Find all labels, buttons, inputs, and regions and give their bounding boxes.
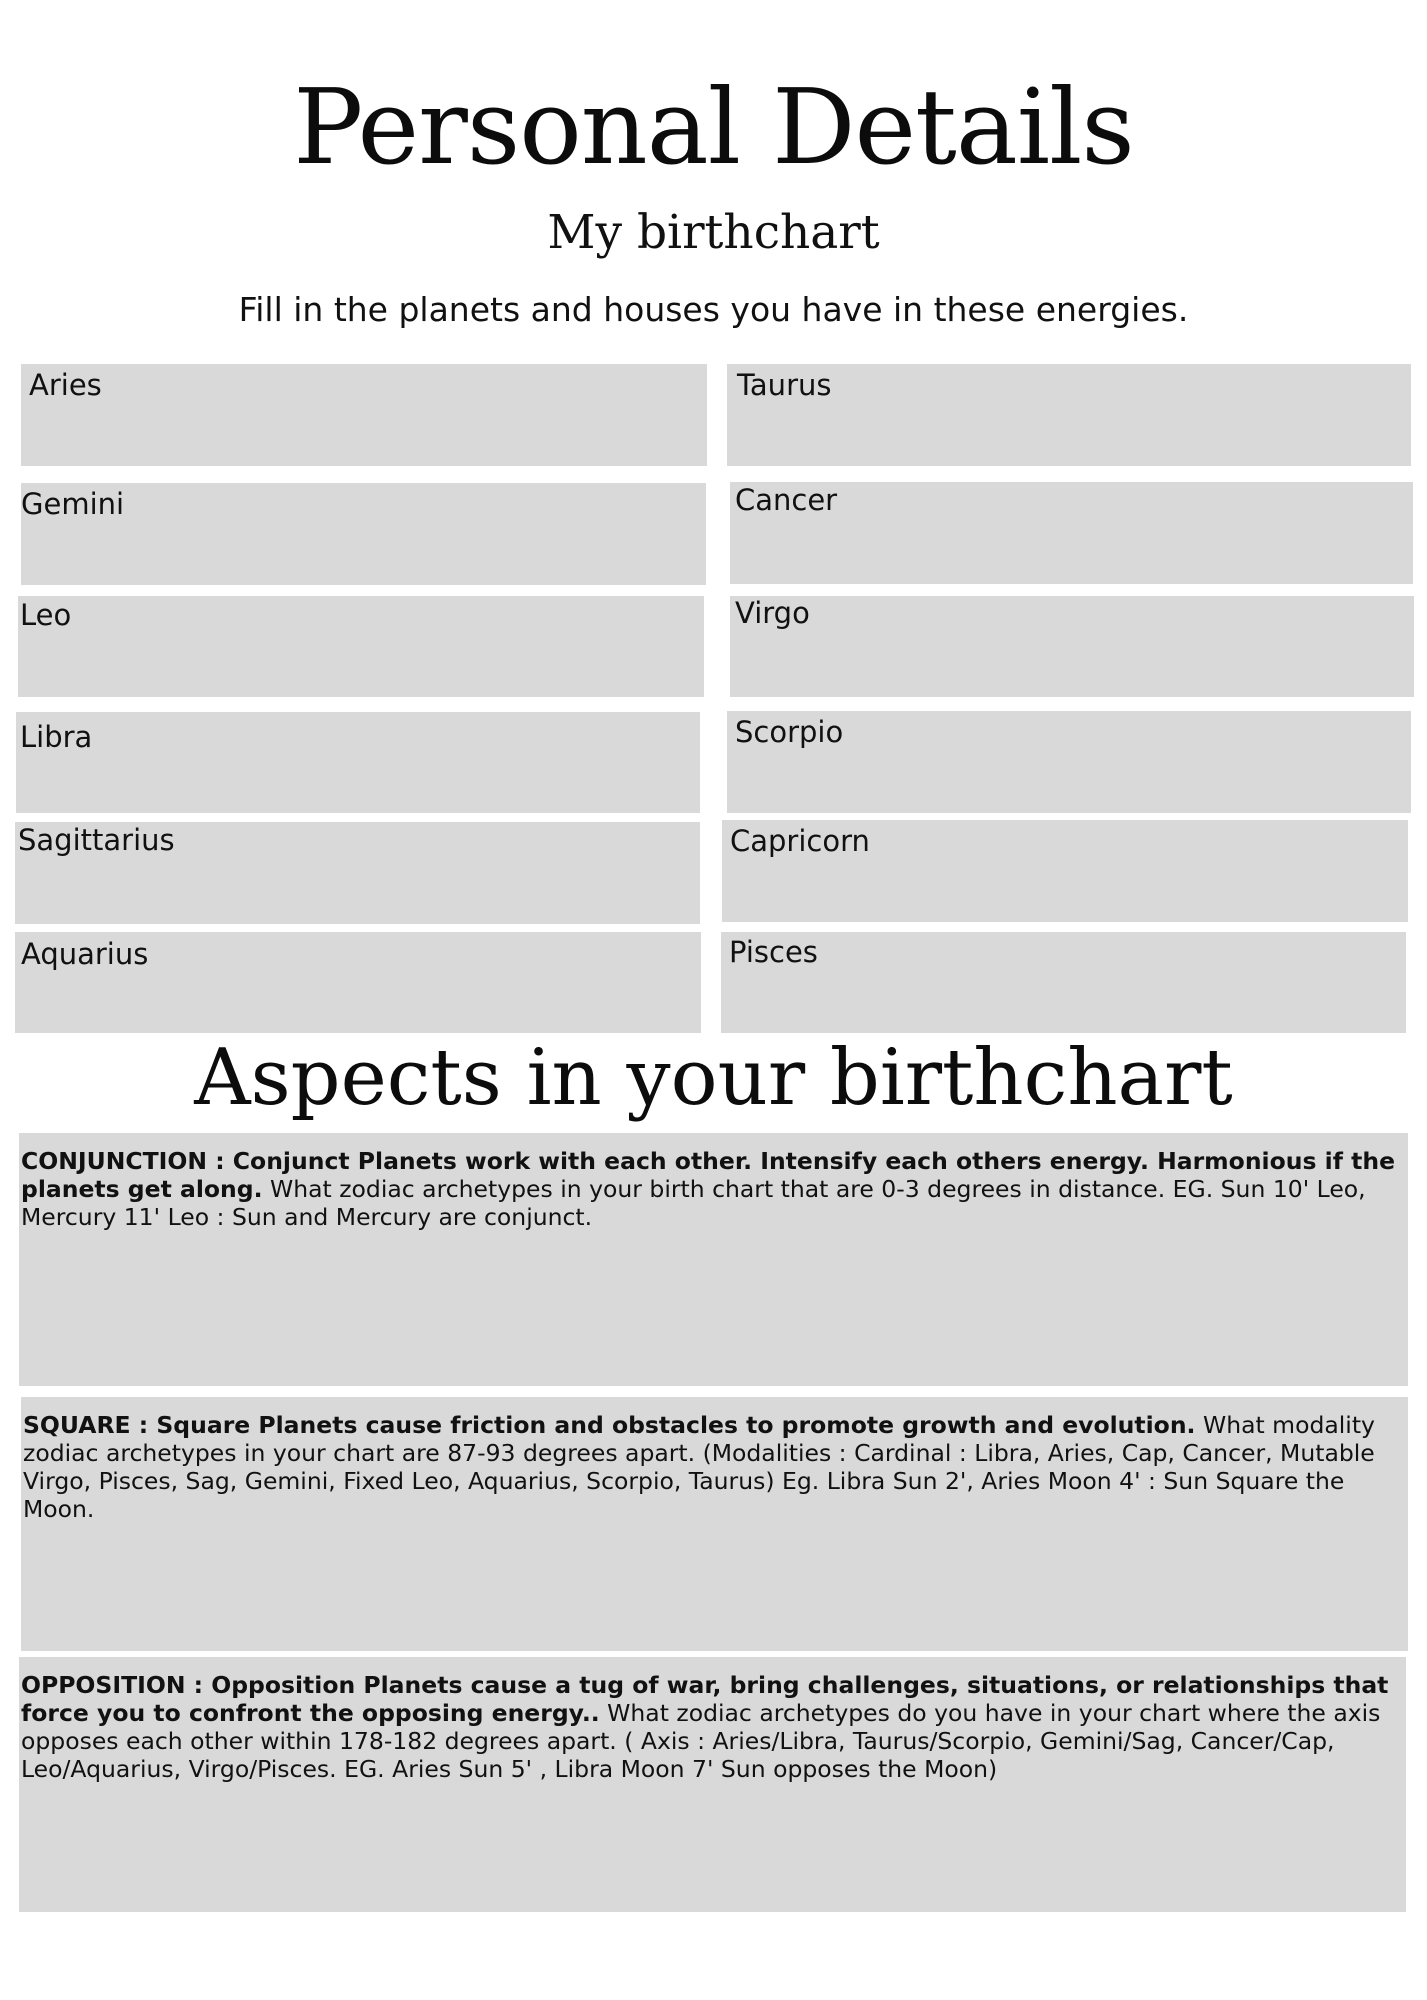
aquarius-label: Aquarius (21, 937, 149, 971)
pisces-field[interactable] (721, 932, 1406, 1033)
instructions-text: Fill in the planets and houses you have in these energies. (238, 290, 1189, 329)
page-title: Personal Details (293, 66, 1134, 188)
taurus-label: Taurus (737, 368, 832, 402)
leo-label: Leo (20, 598, 72, 632)
gemini-label: Gemini (21, 487, 125, 521)
scorpio-label: Scorpio (735, 715, 844, 749)
square-body: What modality zodiac archetypes in your chart are 87-93 degrees apart. (Modalities : Cardinal : Libra, Aries, Cap, Cancer, Mutable Virgo, Pisces, Sag, Gemini, Fixed Leo, Aquarius, Scorpio, Taurus) Eg. Libra Sun 2', Aries Moon 4' : Sun Square the Moon. (23, 1411, 1375, 1523)
square-field[interactable] (21, 1397, 1408, 1651)
conjunction-field[interactable] (19, 1133, 1408, 1386)
opposition-body: What zodiac archetypes do you have in your chart where the axis opposes each other within 178-182 degrees apart. ( Axis : Aries/Libra, Taurus/Scorpio, Gemini/Sag, Cancer/Cap, Leo/Aquarius, Virgo/Pisces. EG. Aries Sun 5' , Libra Moon 7' Sun opposes the Moon) (21, 1699, 1381, 1783)
opposition-heading: OPPOSITION : Opposition Planets cause a tug of war, bring challenges, situations, or relationships that force you to confront the opposing energy.. (21, 1671, 1389, 1727)
libra-label: Libra (20, 720, 93, 754)
virgo-field[interactable] (730, 596, 1414, 697)
virgo-label: Virgo (735, 596, 810, 630)
sagittarius-label: Sagittarius (18, 823, 175, 857)
leo-field[interactable] (18, 596, 704, 697)
cancer-label: Cancer (735, 483, 838, 517)
aries-label: Aries (29, 368, 102, 402)
square-description (23, 1411, 1402, 1523)
conjunction-body: What zodiac archetypes in your birth chart that are 0-3 degrees in distance. EG. Sun 10' Leo, Mercury 11' Leo : Sun and Mercury are conjunct. (21, 1175, 1366, 1231)
page-subtitle: My birthchart (547, 205, 880, 260)
opposition-field[interactable] (19, 1657, 1406, 1912)
aspects-heading: Aspects in your birthchart (194, 1033, 1233, 1123)
conjunction-description (21, 1147, 1402, 1231)
capricorn-label: Capricorn (730, 824, 870, 858)
libra-field[interactable] (16, 712, 700, 813)
conjunction-heading: CONJUNCTION : Conjunct Planets work with each other. Intensify each others energy. Harmonious if the planets get along. (21, 1147, 1396, 1203)
square-heading: SQUARE : Square Planets cause friction and obstacles to promote growth and evolution. (23, 1411, 1196, 1439)
opposition-description (21, 1671, 1400, 1783)
aries-field[interactable] (21, 364, 707, 466)
pisces-label: Pisces (729, 935, 818, 969)
